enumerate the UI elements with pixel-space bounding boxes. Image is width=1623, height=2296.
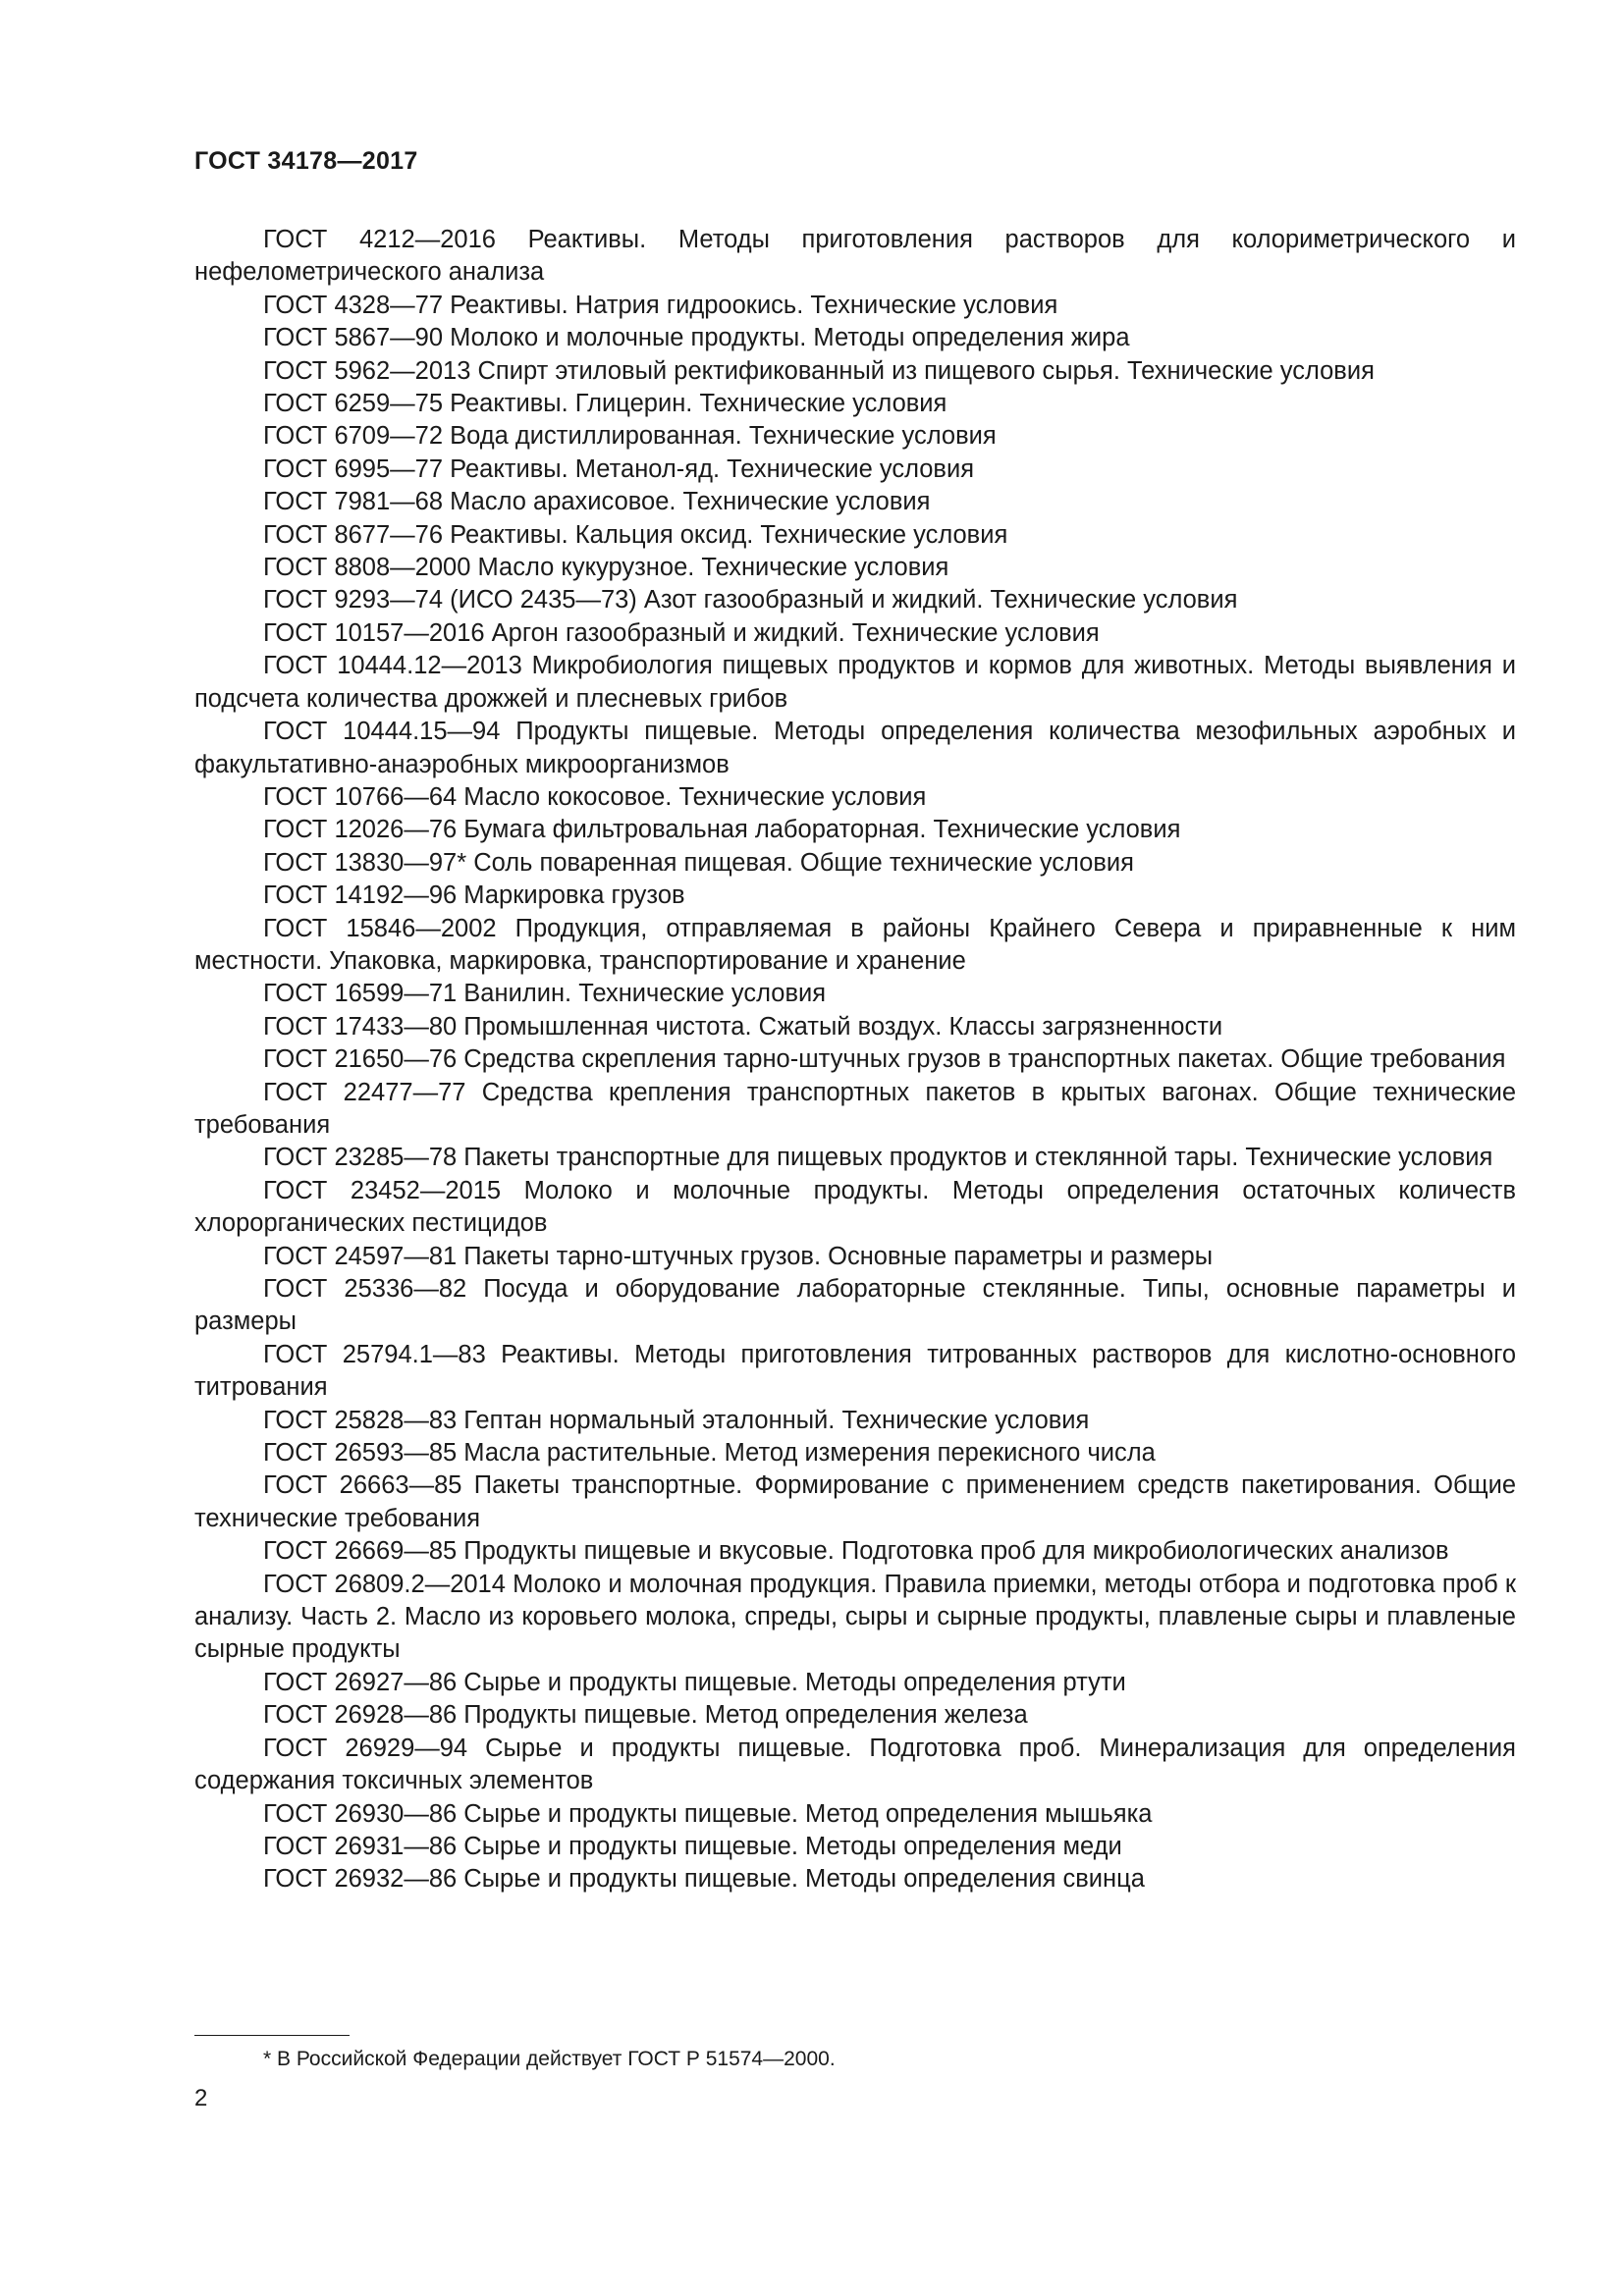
reference-item: ГОСТ 26927—86 Сырье и продукты пищевые. Методы определения ртути <box>263 1668 1126 1696</box>
reference-item: ГОСТ 8677—76 Реактивы. Кальция оксид. Технические условия <box>263 520 1008 549</box>
reference-item: ГОСТ 26929—94 Сырье и продукты пищевые. Подготовка проб. Минерализация для определения содержания токсичных элементов <box>194 1734 1516 1795</box>
reference-item: ГОСТ 10444.15—94 Продукты пищевые. Методы определения количества мезофильных аэробных и факультативно-анаэробных микроорганизмов <box>194 718 1516 778</box>
reference-item: ГОСТ 24597—81 Пакеты тарно-штучных грузов. Основные параметры и размеры <box>263 1242 1214 1270</box>
page-number: 2 <box>194 2085 208 2111</box>
reference-item: ГОСТ 16599—71 Ванилин. Технические условия <box>263 980 827 1008</box>
footnote: * В Российской Федерации действует ГОСТ Р 51574—2000. <box>263 2048 836 2070</box>
reference-item: ГОСТ 6995—77 Реактивы. Метанол-яд. Технические условия <box>263 454 975 483</box>
document-header: ГОСТ 34178—2017 <box>194 147 418 175</box>
reference-item: ГОСТ 26928—86 Продукты пищевые. Метод определения железа <box>263 1701 1028 1730</box>
reference-item: ГОСТ 25794.1—83 Реактивы. Методы приготовления титрованных растворов для кислотно-основного титрования <box>194 1340 1516 1402</box>
reference-item: ГОСТ 22477—77 Средства крепления транспортных пакетов в крытых вагонах. Общие технические требования <box>194 1078 1516 1139</box>
reference-item: ГОСТ 12026—76 Бумага фильтровальная лабораторная. Технические условия <box>263 816 1181 844</box>
reference-item: ГОСТ 6709—72 Вода дистиллированная. Технические условия <box>263 422 997 451</box>
reference-item: ГОСТ 15846—2002 Продукция, отправляемая в районы Крайнего Севера и приравненные к ним местности. Упаковка, маркировка, транспортирование и хранение <box>194 914 1516 975</box>
reference-item: ГОСТ 26932—86 Сырье и продукты пищевые. Методы определения свинца <box>263 1865 1145 1894</box>
reference-item: ГОСТ 26930—86 Сырье и продукты пищевые. Метод определения мышьяка <box>263 1799 1153 1828</box>
reference-item: ГОСТ 4212—2016 Реактивы. Методы приготовления растворов для колориметрического и нефелометрического анализа <box>194 226 1516 287</box>
reference-item: ГОСТ 21650—76 Средства скрепления тарно-штучных грузов в транспортных пакетах. Общие требования <box>263 1045 1506 1074</box>
reference-item: ГОСТ 26809.2—2014 Молоко и молочная продукция. Правила приемки, методы отбора и подготовка проб к анализу. Часть 2. Масло из коровьего молока, спреды, сыры и сырные продукты, плавленые сыры и плавленые сырные продукты <box>194 1570 1516 1664</box>
reference-item: ГОСТ 5867—90 Молоко и молочные продукты. Методы определения жира <box>263 324 1130 352</box>
footnote-separator <box>194 2035 350 2036</box>
reference-item: ГОСТ 26931—86 Сырье и продукты пищевые. Методы определения меди <box>263 1832 1122 1860</box>
reference-item: ГОСТ 23452—2015 Молоко и молочные продукты. Методы определения остаточных количеств хлорорганических пестицидов <box>194 1176 1516 1238</box>
reference-item: ГОСТ 25336—82 Посуда и оборудование лабораторные стеклянные. Типы, основные параметры и размеры <box>194 1275 1516 1336</box>
reference-item: ГОСТ 6259—75 Реактивы. Глицерин. Технические условия <box>263 390 947 418</box>
reference-item: ГОСТ 26669—85 Продукты пищевые и вкусовые. Подготовка проб для микробиологических анализов <box>263 1537 1449 1566</box>
reference-item: ГОСТ 10157—2016 Аргон газообразный и жидкий. Технические условия <box>263 618 1100 647</box>
reference-item: ГОСТ 7981—68 Масло арахисовое. Технические условия <box>263 488 931 516</box>
reference-item: ГОСТ 5962—2013 Спирт этиловый ректификованный из пищевого сырья. Технические условия <box>263 356 1375 385</box>
reference-item: ГОСТ 25828—83 Гептан нормальный эталонный. Технические условия <box>263 1406 1090 1434</box>
reference-item: ГОСТ 4328—77 Реактивы. Натрия гидроокись. Технические условия <box>263 291 1058 319</box>
reference-item: ГОСТ 8808—2000 Масло кукурузное. Технические условия <box>263 554 949 582</box>
reference-item: ГОСТ 13830—97* Соль поваренная пищевая. Общие технические условия <box>263 848 1134 877</box>
reference-item: ГОСТ 26593—85 Масла растительные. Метод измерения перекисного числа <box>263 1439 1156 1468</box>
reference-item: ГОСТ 10444.12—2013 Микробиология пищевых продуктов и кормов для животных. Методы выявления и подсчета количества дрожжей и плесневых грибов <box>194 652 1516 713</box>
reference-item: ГОСТ 14192—96 Маркировка грузов <box>263 881 685 910</box>
reference-item: ГОСТ 10766—64 Масло кокосовое. Технические условия <box>263 782 927 811</box>
reference-item: ГОСТ 26663—85 Пакеты транспортные. Формирование с применением средств пакетирования. Общие технические требования <box>194 1471 1516 1532</box>
normative-references-list <box>194 224 1516 1896</box>
reference-item: ГОСТ 9293—74 (ИСО 2435—73) Азот газообразный и жидкий. Технические условия <box>263 586 1238 614</box>
reference-item: ГОСТ 23285—78 Пакеты транспортные для пищевых продуктов и стеклянной тары. Технические условия <box>263 1144 1493 1172</box>
reference-item: ГОСТ 17433—80 Промышленная чистота. Сжатый воздух. Классы загрязненности <box>263 1012 1223 1041</box>
